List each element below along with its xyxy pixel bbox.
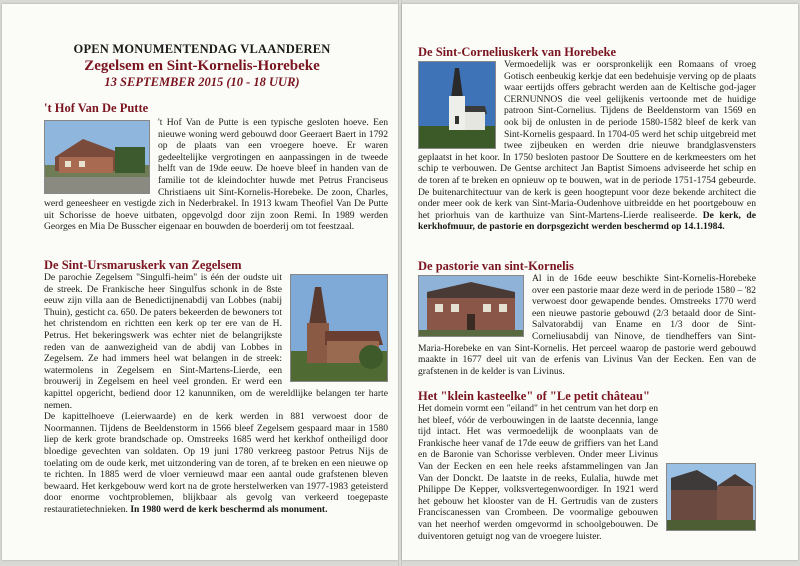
kasteelke-title: Het "klein kasteelke" of "Le petit château" bbox=[418, 389, 650, 403]
pastorie-body bbox=[418, 273, 756, 377]
cornelius-body bbox=[418, 59, 756, 271]
pastorie-photo bbox=[418, 275, 524, 337]
pastorie-title: De pastorie van sint-Kornelis bbox=[418, 259, 574, 273]
brochure-header bbox=[42, 42, 362, 90]
pastorie-text: Al in de 16de eeuw beschikte Sint-Kornelis-Horebeke over een pastorie maar deze werd in de periode 1580 – '82 verwoest door gewapende bendes. Omstreeks 1770 werd een nieuwe pastorie gebouwd (2/3 betaald door de Sint-Salvatorabdij van Ename en 1/3 door de Sint-Corneliusabdij van Ninove, de tiendheffers van Sint-Maria-Horebeke en van Sint-Kornelis. Het perceel waarop de pastorie werd gebouwd maakte in 1677 deel uit van de erfenis van Livinus Van der Eecken. Een van de grafstenen in de kelder is van Livinus. bbox=[418, 273, 756, 377]
ursmarus-photo bbox=[290, 274, 388, 382]
ursmarus-text2 bbox=[44, 411, 388, 515]
ursmarus-text2-span: De kapittelhoeve (Leierwaarde) en de kerk werden in 881 verwoest door de Noormannen. Tijdens de Beeldenstorm in 1566 bleef Zegelsem gespaard maar in 1580 liep de kerk grote brandschade op. Omstreeks 1685 werd het kerkhof ontheiligd door bloedige gevechten van soldaten. Op 19 juni 1780 verkreeg pastoor Petrus Nijs de toelating om de oude kerk, met uitzondering van de toren, af te breken en een nieuwe op te richten. In 1885 werd de vloer vernieuwd maar een aantal oude grafstenen bleven bewaard. Het kerkgebouw werd kort na de grote herstelwerken van 1977-1983 geteisterd door enorme vochtproblemen, blijkbaar als gevolg van verkeerd toegepaste restauratietechnieken. bbox=[44, 411, 388, 515]
cornelius-bold: De kerk, de kerkhofmuur, de pastorie en dorpsgezicht werden beschermd op 14.1.1984. bbox=[418, 209, 756, 233]
hof-body bbox=[44, 117, 388, 261]
ursmarus-body bbox=[44, 272, 388, 534]
header-line2: Zegelsem en Sint-Kornelis-Horebeke bbox=[84, 58, 320, 74]
cornelius-title: De Sint-Corneliuskerk van Horebeke bbox=[418, 45, 617, 59]
header-line1: OPEN MONUMENTENDAG VLAANDEREN bbox=[73, 42, 331, 56]
cornelius-text-span: Vermoedelijk was er oorspronkelijk een Romaans of vroeg Gotisch eenbeukig kerkje dat een bedehuisje verving op de plaats waar eertijds offers gebracht werden aan de Keltische god-jager CERNUNNOS die veel gelijkenis vertoonde met de huidige patroon Sint-Cornelius. Tijdens de Beeldenstorm van 1569 en ook bij de onlusten in de periode 1580-1582 bleef de kerk van Sint-Kornelis gespaard. In 1704-05 werd het schip uitgebreid met twee zijbeuken en werden drie nieuwe brandglasvensters geplaatst in het koor. In 1750 besloten pastoor De Souttere en de kerkmeesters om het schip te verbouwen. De Gentse architect Jan Baptist Simoens adviseerde het schip en de toren af te breken en opnieuw op te bouwen, wat in de periode 1751-1754 gebeurde. De buitenarchitectuur van de kerk is geen hoogtepunt voor deze bekende architect die onder meer ook de kerk van Sint-Maria-Oudenhove uitbreidde en het poortgebouw en het priorhuis van de karthuize van Sint-Martens-Lierde realiseerde. bbox=[418, 59, 756, 221]
left-page bbox=[2, 4, 398, 560]
hof-text: 't Hof Van de Putte is een typische gesloten hoeve. Een nieuwe woning werd gebouwd door Geeraert Baert in 1792 op de plaats van een vroegere hoeve. Er waren gedeeltelijke vergrotingen en aanpassingen in de tweede helft van de 19de eeuw. De hoeve bleef in handen van de familie tot de kleindochter huwde met Petrus Franciseus Christiaens uit Sint-Kornelis-Horebeke. De zoon, Charles, werd geneesheer en vestigde zich in Nederbrakel. In 1913 kwam Theofiel Van De Putte uit Schorisse de hoeve uitbaten, opgevolgd door zijn zoon Remi. In 1989 werden Georges en Mia De Busscher eigenaar en bouwden de boerderij om tot feestzaal. bbox=[44, 117, 388, 233]
kasteelke-photo bbox=[666, 463, 756, 531]
kasteelke-text: Het domein vormt een "eiland" in het centrum van het dorp en het bleef, vóór de verbouwingen in de laatste decennia, lange tijd intact. Het was vermoedelijk de woonplaats van de Frankische heer vanaf de 17de eeuw de griffiers van het Land en de Baronie van Schorisse verbleven. Onder meer Livinus Van der Eecken en een hele reeks afstammelingen van Jan Van der Donckt. De laatste in de reeks, Eulalia, huwde met Philippe De Kepper, volksvertegenwoordiger. In 1921 werd het gebouw het klooster van de H. Gertrudis van de zusters Franciscanessen van Crombeen. De voormalige gebouwen van het neerhof werden omgevormd in schoolgebouwen. De duiventoren getuigt nog van de vroegere luister. bbox=[418, 403, 658, 542]
hof-photo bbox=[44, 120, 150, 194]
ursmarus-bold: In 1980 werd de kerk beschermd als monument. bbox=[130, 503, 328, 515]
cornelius-photo bbox=[418, 61, 496, 149]
kasteelke-body bbox=[418, 403, 756, 542]
header-line3: 13 SEPTEMBER 2015 (10 - 18 UUR) bbox=[104, 75, 300, 89]
hof-title: 't Hof Van De Putte bbox=[44, 101, 149, 115]
right-page bbox=[402, 4, 798, 560]
ursmarus-text: De parochie Zegelsem "Singulfi-heim" is één der oudste uit de streek. De Frankische heer Singulfus schonk in de 8ste eeuw zijn villa aan de Benedictijnenabdij van Lobbes (nabij Thuin), gesticht ca. 650. De paters bekeerden de bewoners tot het christendom en richtten een kerk op ter ere van de H. Petrus. Het bekeringswerk was echter niet de belangrijkste reden van de aanwezigheid van de abdij van Lobbes in Zegelsem. Ze had immers heel wat belangen in de streek: watermolens in Zegelsem en Sint-Martens-Lierde, een brouwerij in Zegelsem en heel veel gronden. Er werd een kapittel opgericht, bediend door 12 kanunniken, om de wereldlijke belangen ter harte nemen. bbox=[44, 272, 388, 411]
ursmarus-title: De Sint-Ursmaruskerk van Zegelsem bbox=[44, 258, 242, 272]
